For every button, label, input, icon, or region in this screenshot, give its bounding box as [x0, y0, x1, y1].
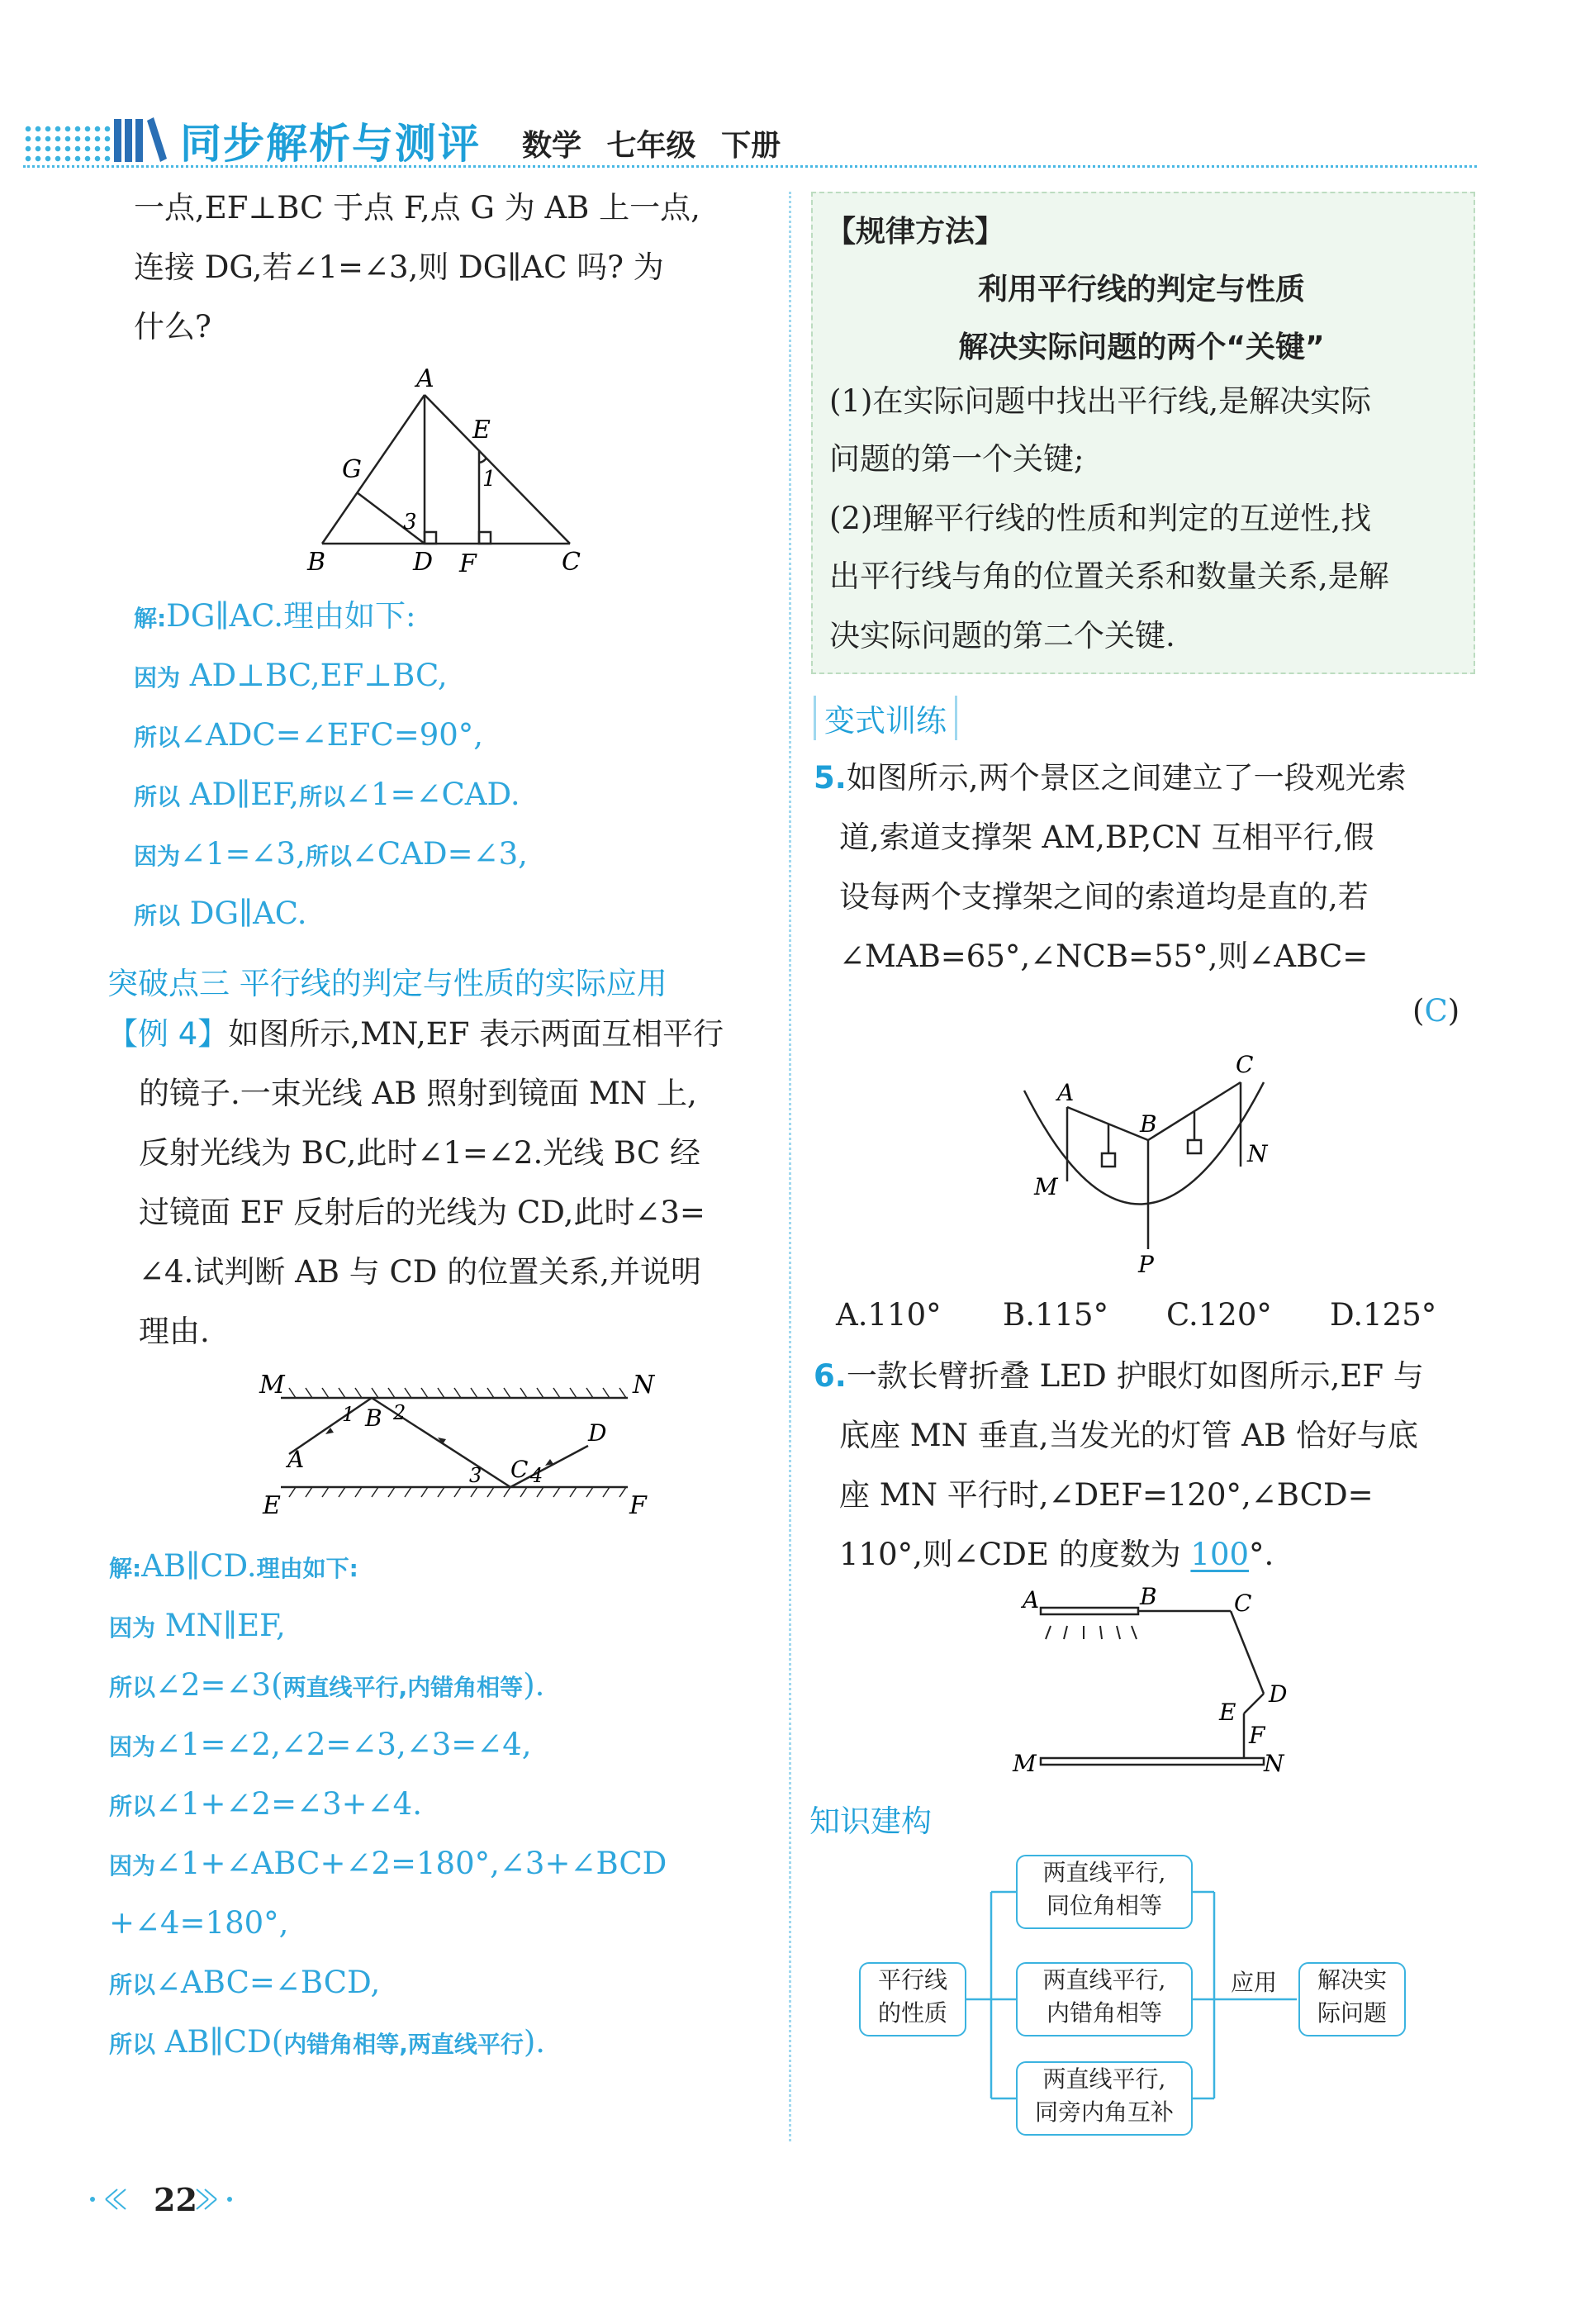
answer-bracket: (C)	[1412, 993, 1460, 1029]
method-heading: 【规律方法】	[826, 215, 1005, 249]
question-text-line: 6.一款长臂折叠 LED 护眼灯如图所示,EF 与	[814, 1358, 1424, 1394]
label-c: C	[562, 548, 581, 577]
knowledge-branch-alternate: 两直线平行, 内错角相等	[1016, 1962, 1193, 2036]
option-b[interactable]: B.115°	[1003, 1297, 1109, 1333]
solution-line: 所以 AB∥CD(内错角相等,两直线平行).	[109, 2024, 546, 2060]
label-e: E	[1219, 1699, 1236, 1726]
label-angle-4: 4	[530, 1464, 543, 1487]
page-number: 22	[154, 2181, 197, 2218]
solution-line: 解:DG∥AC.理由如下:	[134, 598, 416, 634]
label-angle-1: 1	[482, 467, 496, 492]
label-a: A	[1057, 1079, 1075, 1106]
section-title: 突破点三 平行线的判定与性质的实际应用	[107, 966, 667, 1001]
arm-cd	[1231, 1611, 1264, 1694]
cabin	[1102, 1153, 1115, 1167]
question-text-line: 110°,则∠CDE 的度数为 100°.	[839, 1537, 1274, 1572]
answer-choice: C	[1424, 993, 1448, 1029]
option-d[interactable]: D.125°	[1330, 1297, 1437, 1333]
example-text-line: 过镜面 EF 反射后的光线为 CD,此时∠3=	[139, 1195, 705, 1230]
label-b: B	[365, 1404, 382, 1432]
method-title-line: 解决实际问题的两个“关键”	[958, 330, 1325, 364]
label-p: P	[1138, 1251, 1154, 1272]
solution-line: 所以 AD∥EF,所以∠1=∠CAD.	[134, 777, 520, 812]
label-n: N	[633, 1371, 655, 1400]
question-text-line: 道,索道支撑架 AM,BP,CN 互相平行,假	[839, 820, 1374, 855]
solution-line: 所以∠1+∠2=∠3+∠4.	[109, 1786, 422, 1822]
knowledge-title: 知识建构	[809, 1804, 932, 1839]
solution-line: 所以∠ADC=∠EFC=90°,	[134, 717, 484, 753]
solution-line: 因为∠1=∠3,所以∠CAD=∠3,	[134, 836, 528, 872]
angle-arc	[479, 458, 486, 463]
book-subtitle: 数学 七年级 下册	[522, 129, 781, 163]
method-text-line: 问题的第一个关键;	[829, 441, 1085, 477]
knowledge-root-node: 平行线 的性质	[859, 1962, 966, 2036]
label-b: B	[1140, 1586, 1157, 1610]
label-angle-1: 1	[342, 1403, 355, 1426]
question-text-line: ∠MAB=65°,∠NCB=55°,则∠ABC=	[839, 939, 1369, 974]
solution-line: 所以∠2=∠3(两直线平行,内错角相等).	[109, 1667, 545, 1703]
problem-text-line: 一点,EF⊥BC 于点 F,点 G 为 AB 上一点,	[134, 190, 700, 226]
solution-line: +∠4=180°,	[109, 1905, 289, 1941]
label-d: D	[413, 548, 434, 577]
example-text-line: 理由.	[139, 1314, 210, 1349]
question-number: 5.	[814, 760, 847, 796]
books-icon	[111, 114, 168, 165]
option-c[interactable]: C.120°	[1166, 1297, 1272, 1333]
lamp-tube-ab	[1041, 1608, 1138, 1614]
book-title: 同步解析与测评	[180, 120, 481, 168]
example-label: 【例 4】	[107, 1016, 229, 1052]
method-text-line: 出平行线与角的位置关系和数量关系,是解	[829, 558, 1389, 594]
question-text-line: 底座 MN 垂直,当发光的灯管 AB 恰好与底	[839, 1418, 1418, 1453]
label-b: B	[307, 548, 326, 577]
solution-line: 所以 DG∥AC.	[134, 896, 307, 931]
method-text-line: 决实际问题的第二个关键.	[829, 618, 1175, 653]
label-a: A	[287, 1446, 305, 1473]
arm-de	[1244, 1694, 1264, 1713]
light-rays	[1046, 1626, 1137, 1639]
label-a: A	[416, 364, 434, 393]
column-divider	[789, 192, 791, 2141]
label-a: A	[1023, 1586, 1040, 1613]
label-d: D	[1269, 1680, 1288, 1708]
mirror-hatching	[289, 1388, 626, 1497]
lamp-figure	[1008, 1586, 1305, 1785]
header-divider	[23, 165, 1477, 168]
label-f: F	[629, 1491, 647, 1520]
problem-text-line: 什么?	[134, 309, 211, 345]
knowledge-branch-interior: 两直线平行, 同旁内角互补	[1016, 2061, 1193, 2136]
solution-line: 解:AB∥CD.理由如下:	[109, 1548, 358, 1584]
knowledge-goal-node: 解决实 际问题	[1298, 1962, 1406, 2036]
apply-label: 应用	[1231, 1969, 1278, 1996]
method-title-line: 利用平行线的判定与性质	[977, 273, 1305, 307]
cabin	[1188, 1140, 1201, 1153]
example-text-line: 反射光线为 BC,此时∠1=∠2.光线 BC 经	[139, 1135, 700, 1171]
example-text-line: ∠4.试判断 AB 与 CD 的位置关系,并说明	[139, 1254, 701, 1290]
problem-text-line: 连接 DG,若∠1=∠3,则 DG∥AC 吗? 为	[134, 250, 664, 285]
label-n: N	[1247, 1140, 1268, 1167]
label-n: N	[1264, 1750, 1284, 1777]
label-angle-2: 2	[393, 1401, 406, 1424]
method-text-line: (1)在实际问题中找出平行线,是解决实际	[829, 383, 1372, 419]
label-c: C	[510, 1456, 529, 1483]
solution-line: 因为 MN∥EF,	[109, 1608, 286, 1643]
question-text-line: 5.如图所示,两个景区之间建立了一段观光索	[814, 760, 1407, 796]
question-text-line: 设每两个支撑架之间的索道均是直的,若	[839, 879, 1369, 915]
solution-line: 因为∠1+∠ABC+∠2=180°,∠3+∠BCD	[109, 1846, 667, 1881]
label-d: D	[588, 1419, 607, 1447]
question-number: 6.	[814, 1358, 847, 1394]
label-f: F	[1249, 1722, 1265, 1749]
knowledge-branch-corresponding: 两直线平行, 同位角相等	[1016, 1855, 1193, 1929]
label-m: M	[1034, 1173, 1058, 1200]
solution-line: 所以∠ABC=∠BCD,	[109, 1965, 381, 2000]
practice-label: 变式训练	[814, 696, 957, 740]
label-c: C	[1236, 1051, 1254, 1078]
label-m: M	[259, 1371, 285, 1400]
label-c: C	[1234, 1590, 1252, 1617]
label-e: E	[263, 1491, 281, 1520]
mirror-figure	[248, 1363, 661, 1528]
header-dot-pattern	[23, 124, 114, 164]
solution-line: 因为 AD⊥BC,EF⊥BC,	[134, 658, 448, 693]
right-angle-mark	[479, 532, 491, 544]
label-b: B	[1140, 1110, 1157, 1138]
triangle-figure	[306, 364, 586, 578]
cable-figure	[1016, 1049, 1297, 1272]
method-text-line: (2)理解平行线的性质和判定的互逆性,找	[829, 501, 1372, 536]
label-e: E	[472, 416, 491, 444]
label-angle-3: 3	[469, 1464, 482, 1487]
label-m: M	[1013, 1750, 1037, 1777]
label-angle-3: 3	[403, 510, 417, 535]
example-text-line: 的镜子.一束光线 AB 照射到镜面 MN 上,	[139, 1076, 697, 1111]
base-mn	[1041, 1758, 1264, 1765]
segment-ac	[425, 395, 570, 544]
solution-line: 因为∠1=∠2,∠2=∠3,∠3=∠4,	[109, 1727, 532, 1762]
right-angle-mark	[425, 532, 436, 544]
example-text-line: 【例 4】如图所示,MN,EF 表示两面互相平行	[107, 1016, 724, 1052]
label-g: G	[342, 455, 362, 484]
option-a[interactable]: A.110°	[836, 1297, 942, 1333]
label-f: F	[459, 549, 477, 578]
question-text-line: 座 MN 平行时,∠DEF=120°,∠BCD=	[839, 1477, 1374, 1513]
answer-blank: 100	[1190, 1537, 1250, 1572]
